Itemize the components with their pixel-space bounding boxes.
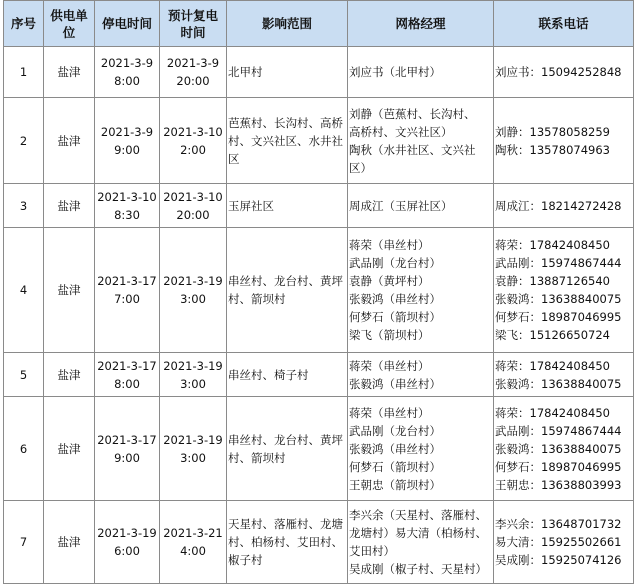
phone-entry: 张毅鸿：13638840075 — [495, 292, 622, 306]
cell-phone — [494, 47, 634, 98]
header-manager: 网格经理 — [348, 1, 494, 47]
phone-entry: 张毅鸿：13638840075 — [495, 376, 622, 391]
cell-start-time: 2021-3-17 8:00 — [95, 353, 160, 397]
cell-manager: 周成江（玉屏社区） — [348, 184, 494, 228]
header-area: 影响范围 — [227, 1, 348, 47]
cell-area: 玉屏社区 — [227, 184, 348, 228]
phone-entry: 蒋荣：17842408450 — [495, 238, 610, 252]
cell-unit: 盐津 — [44, 397, 95, 501]
phone-entry: 易大清：15925502661 — [495, 535, 622, 549]
cell-phone — [494, 501, 634, 584]
header-start-time: 停电时间 — [95, 1, 160, 47]
cell-end-time: 2021-3-19 3:00 — [160, 397, 227, 501]
cell-end-time: 2021-3-9 20:00 — [160, 47, 227, 98]
phone-entry: 蒋荣：17842408450 — [495, 405, 610, 420]
cell-area: 北甲村 — [227, 47, 348, 98]
phone-entry: 张毅鸿：13638840075 — [495, 441, 622, 456]
table-row — [4, 228, 634, 353]
cell-unit: 盐津 — [44, 353, 95, 397]
phone-entry: 何梦石：18987046995 — [495, 459, 622, 474]
phone-entry: 梁飞：15126650724 — [495, 328, 610, 342]
phone-entry: 陶秋：13578074963 — [495, 142, 610, 157]
table-row — [4, 98, 634, 184]
phone-entry: 周成江：18214272428 — [495, 198, 622, 213]
cell-manager: 蒋荣（串丝村） 武品刚（龙台村） 袁静（黄坪村） 张毅鸿（串丝村） 何梦石（箭坝村） 梁飞（箭坝村） — [348, 228, 494, 353]
phone-entry: 刘静：13578058259 — [495, 124, 610, 139]
cell-start-time: 2021-3-10 8:30 — [95, 184, 160, 228]
cell-unit: 盐津 — [44, 501, 95, 584]
cell-no: 3 — [4, 184, 44, 228]
cell-no: 7 — [4, 501, 44, 584]
cell-manager: 刘静（芭蕉村、长沟村、 高桥村、文兴社区） 陶秋（水井社区、文兴社 区） — [348, 98, 494, 184]
cell-start-time: 2021-3-9 9:00 — [95, 98, 160, 184]
cell-end-time: 2021-3-10 20:00 — [160, 184, 227, 228]
cell-area: 串丝村、龙台村、黄坪村、箭坝村 — [227, 228, 348, 353]
table-row — [4, 397, 634, 501]
cell-manager: 蒋荣（串丝村） 武品刚（龙台村） 张毅鸿（串丝村） 何梦石（箭坝村） 王朝忠（箭坝村） — [348, 397, 494, 501]
cell-start-time: 2021-3-17 9:00 — [95, 397, 160, 501]
cell-phone — [494, 397, 634, 501]
header-row — [4, 1, 634, 47]
cell-no: 1 — [4, 47, 44, 98]
cell-area: 芭蕉村、长沟村、高桥村、文兴社区、水井社区 — [227, 98, 348, 184]
phone-entry: 吴成刚：15925074126 — [495, 553, 622, 567]
table-row — [4, 184, 634, 228]
header-end-time: 预计复电 时间 — [160, 1, 227, 47]
phone-entry: 刘应书：15094252848 — [495, 65, 622, 79]
header-unit: 供电单 位 — [44, 1, 95, 47]
cell-start-time: 2021-3-19 6:00 — [95, 501, 160, 584]
cell-end-time: 2021-3-19 3:00 — [160, 353, 227, 397]
cell-area: 串丝村、龙台村、黄坪村、箭坝村 — [227, 397, 348, 501]
cell-phone — [494, 184, 634, 228]
table-row — [4, 47, 634, 98]
table-row — [4, 501, 634, 584]
cell-end-time: 2021-3-21 4:00 — [160, 501, 227, 584]
cell-unit: 盐津 — [44, 228, 95, 353]
phone-entry: 何梦石：18987046995 — [495, 310, 622, 324]
cell-manager: 蒋荣（串丝村） 张毅鸿（串丝村） — [348, 353, 494, 397]
cell-manager: 刘应书（北甲村） — [348, 47, 494, 98]
cell-area: 天星村、落雁村、龙塘村、柏杨村、艾田村、椒子村 — [227, 501, 348, 584]
cell-phone — [494, 353, 634, 397]
phone-entry: 李兴余：13648701732 — [495, 517, 622, 531]
cell-end-time: 2021-3-19 3:00 — [160, 228, 227, 353]
phone-entry: 武品刚：15974867444 — [495, 423, 622, 438]
cell-manager: 李兴余（天星村、落雁村、 龙塘村）易大清（柏杨村、 艾田村） 吴成刚（椒子村、天星村） — [348, 501, 494, 584]
cell-no: 4 — [4, 228, 44, 353]
phone-entry: 袁静：13887126540 — [495, 274, 610, 288]
cell-end-time: 2021-3-10 2:00 — [160, 98, 227, 184]
cell-area: 串丝村、椅子村 — [227, 353, 348, 397]
cell-phone — [494, 98, 634, 184]
cell-unit: 盐津 — [44, 98, 95, 184]
power-outage-table — [3, 0, 634, 584]
cell-no: 6 — [4, 397, 44, 501]
cell-no: 5 — [4, 353, 44, 397]
phone-entry: 武品刚：15974867444 — [495, 256, 622, 270]
header-phone: 联系电话 — [494, 1, 634, 47]
table-row — [4, 353, 634, 397]
cell-unit: 盐津 — [44, 47, 95, 98]
cell-phone — [494, 228, 634, 353]
phone-entry: 蒋荣：17842408450 — [495, 358, 610, 373]
phone-entry: 王朝忠：13638803993 — [495, 477, 622, 492]
cell-start-time: 2021-3-17 7:00 — [95, 228, 160, 353]
cell-start-time: 2021-3-9 8:00 — [95, 47, 160, 98]
cell-no: 2 — [4, 98, 44, 184]
header-no: 序号 — [4, 1, 44, 47]
cell-unit: 盐津 — [44, 184, 95, 228]
